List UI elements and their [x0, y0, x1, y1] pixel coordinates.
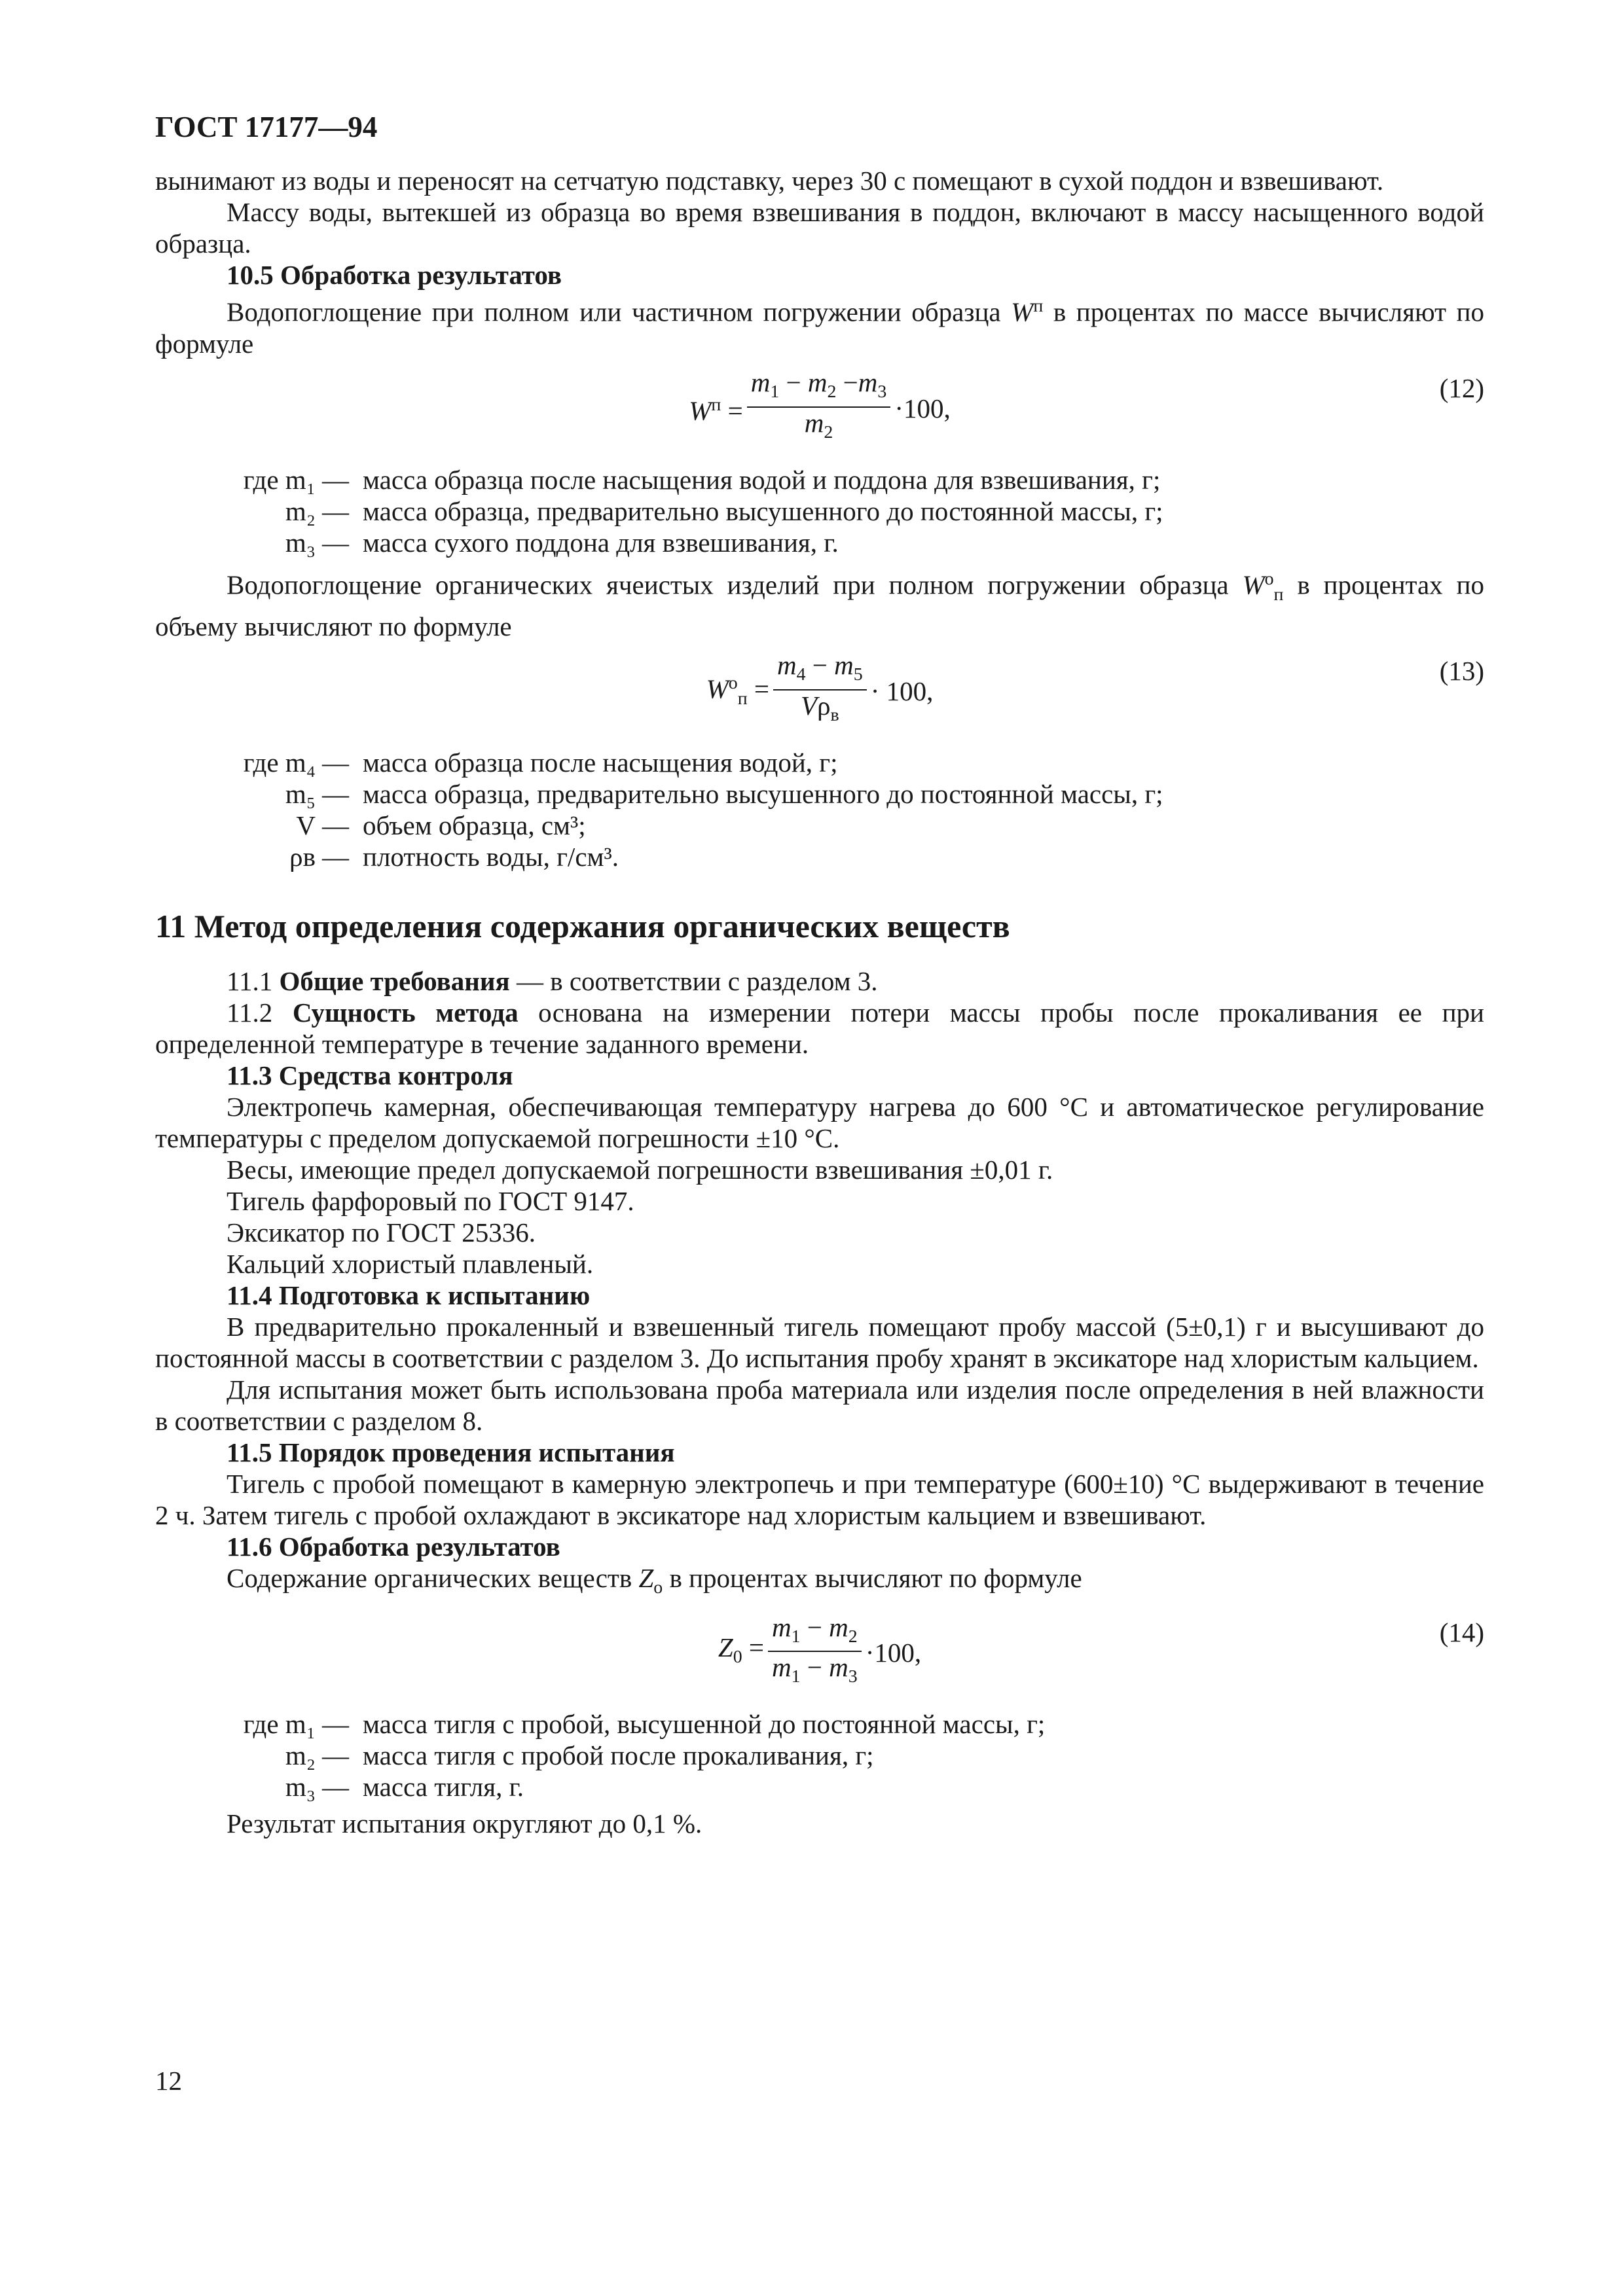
variable-list: где m₁ — масса образца после насыщения водой и поддона для взвешивания, г; m₂ — масса образца, предварительно высушенного до постоянной массы, г; m₃ — масса сухого поддона для взвешивания, г. [243, 464, 1163, 558]
subsection-heading: 10.5 Обработка результатов [227, 260, 562, 290]
paragraph: Кальций хлористый плавленый. [227, 1248, 594, 1279]
paragraph: Тигель фарфоровый по ГОСТ 9147. [227, 1185, 634, 1216]
formula-12: $W^п$ = $\frac{m_1 - m_2 -m_3}{m_2}$ ·100, (12) [689, 367, 1484, 442]
formula-number: (13) [1439, 655, 1484, 686]
paragraph: Тигель с пробой помещают в камерную электропечь и при температуре (600±10) °С выдерживают в течение 2 ч. Затем тигель с пробой охлаждают в эксикаторе над хлористым кальцием и взвешивают. [155, 1468, 1484, 1530]
formula-number: (12) [1439, 372, 1484, 403]
paragraph: 11.2 Сущность метода основана на измерении потери массы пробы после прокаливания ее при определенной температуре в течение заданного времени. [155, 997, 1484, 1059]
section-heading: 11 Метод определения содержания органических веществ [155, 907, 1010, 944]
paragraph: В предварительно прокаленный и взвешенный тигель помещают пробу массой (5±0,1) г и высушивают до постоянной массы в соответствии с разделом 3. До испытания пробу хранят в эксикаторе над хлористым кальцием. [155, 1311, 1484, 1373]
paragraph: Результат испытания округляют до 0,1 %. [227, 1808, 702, 1839]
formula-number: (14) [1439, 1617, 1484, 1647]
document-page [155, 111, 1484, 1839]
paragraph: Содержание органических веществ $Z_о$ в процентах вычисляют по формуле [227, 1562, 1082, 1598]
paragraph: Эксикатор по ГОСТ 25336. [227, 1217, 536, 1247]
subsection-heading: 11.4 Подготовка к испытанию [227, 1280, 591, 1310]
variable-list: где m₁ — масса тигля с пробой, высушенной до постоянной массы, г; m₂ — масса тигля с пробой после прокаливания, г; m₃ — масса тигля, г. [243, 1708, 1046, 1802]
paragraph: вынимают из воды и переносят на сетчатую подставку, через 30 с помещают в сухой поддон и взвешивают. [155, 166, 1384, 196]
formula-14: $Z_0$ = $\frac{m_1 - m_2}{m_1 - m_3}$ ·100, (14) [718, 1611, 1484, 1687]
paragraph: Водопоглощение органических ячеистых изделий при полном погружении образца $W^о_п$ в процентах по объему вычисляют по формуле [155, 568, 1484, 641]
subsection-heading: 11.3 Средства контроля [227, 1060, 513, 1090]
paragraph: Для испытания может быть использована проба материала или изделия после определения в ней влажности в соответствии с разделом 8. [155, 1374, 1484, 1436]
paragraph: Массу воды, вытекшей из образца во время взвешивания в поддон, включают в массу насыщенного водой образца. [155, 197, 1484, 259]
subsection-heading: 11.6 Обработка результатов [227, 1531, 560, 1562]
subsection-heading: 11.5 Порядок проведения испытания [227, 1437, 675, 1467]
paragraph: Весы, имеющие предел допускаемой погрешности взвешивания ±0,01 г. [227, 1154, 1053, 1185]
formula-13: $W^о_п$ = $\frac{m_4 - m_5}{V\rho_в}$ · 100, (13) [706, 650, 1484, 725]
paragraph: Электропечь камерная, обеспечивающая температуру нагрева до 600 °С и автоматическое регулирование температуры с пределом допускаемой погрешности ±10 °С. [155, 1091, 1484, 1153]
paragraph: Водопоглощение при полном или частичном погружении образца $W^п$ в процентах по массе вычисляют по формуле [155, 296, 1484, 359]
paragraph: 11.1 Общие требования — в соответствии с разделом 3. [227, 965, 878, 996]
standard-header: ГОСТ 17177—94 [155, 111, 378, 143]
variable-list: где m₄ — масса образца после насыщения водой, г; m₅ — масса образца, предварительно высушенного до постоянной массы, г; V — объем образца, см³; ρв — плотность воды, г/см³. [243, 747, 1163, 872]
page-number: 12 [155, 2066, 182, 2096]
